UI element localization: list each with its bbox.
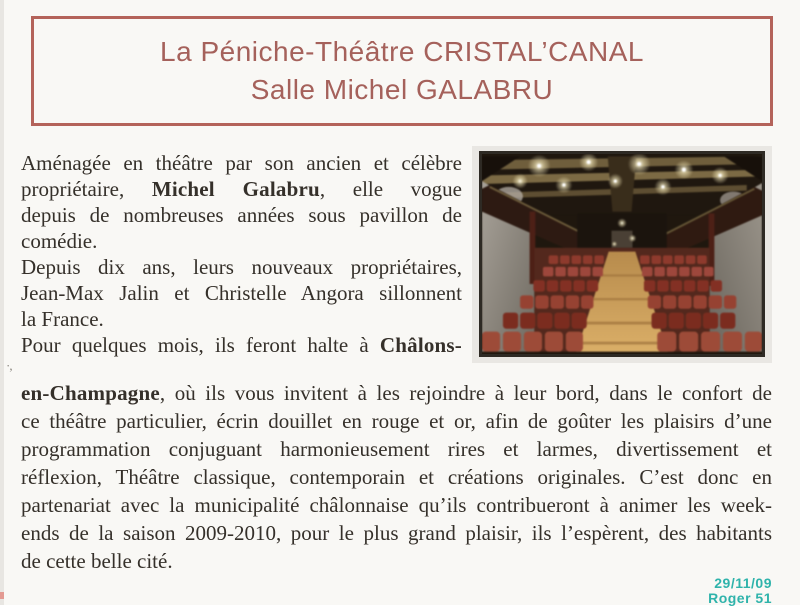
text-line: réflexion, Théâtre classique, contemporain et créations originales. C’est donc en bbox=[21, 465, 772, 489]
text-line: comédie. bbox=[21, 229, 98, 253]
article-full-width-text bbox=[21, 379, 772, 575]
text-line: Aménagée en théâtre par son ancien et célèbre bbox=[21, 151, 462, 175]
scan-dot-artifact bbox=[0, 592, 4, 599]
text-line: ce théâtre particulier, écrin douillet en rouge et or, afin de goûter les plaisirs d’une bbox=[21, 409, 772, 433]
text-line: de cette belle cité. bbox=[21, 549, 173, 573]
article-column-text bbox=[21, 150, 462, 358]
text-line: depuis de nombreuses années sous pavillon de bbox=[21, 203, 462, 227]
text-line: Jean-Max Jalin et Christelle Angora sillonnent bbox=[21, 281, 462, 305]
title-line-2: Salle Michel GALABRU bbox=[250, 74, 554, 105]
scan-margin-artifact: ·, bbox=[6, 358, 12, 373]
text-line: Pour quelques mois, ils feront halte à Châlons- bbox=[21, 333, 462, 357]
theatre-photo bbox=[479, 151, 765, 357]
text-line: propriétaire, Michel Galabru, elle vogue bbox=[21, 177, 462, 201]
text-line: programmation conjuguant harmonieusement rires et larmes, divertissement et bbox=[21, 437, 772, 461]
scan-edge-strip bbox=[0, 0, 4, 605]
article-body bbox=[21, 150, 772, 575]
signature-date: 29/11/09 bbox=[714, 575, 772, 591]
title-line-1: La Péniche-Théâtre CRISTAL’CANAL bbox=[160, 36, 644, 67]
text-line: la France. bbox=[21, 307, 104, 331]
text-line: ends de la saison 2009-2010, pour le plus grand plaisir, ils l’espèrent, des habitants bbox=[21, 521, 772, 545]
title-box bbox=[31, 16, 773, 126]
signature-block bbox=[708, 576, 772, 606]
photo-frame bbox=[472, 146, 772, 363]
theatre-photo-illustration bbox=[482, 154, 762, 354]
top-section bbox=[21, 150, 772, 363]
text-line: partenariat avec la municipalité châlonnaise qu’ils contribueront à animer les week- bbox=[21, 493, 772, 517]
text-line: Depuis dix ans, leurs nouveaux propriétaires, bbox=[21, 255, 462, 279]
signature-name: Roger 51 bbox=[708, 590, 772, 606]
text-line: en-Champagne, où ils vous invitent à les rejoindre à leur bord, dans le confort de bbox=[21, 381, 772, 405]
